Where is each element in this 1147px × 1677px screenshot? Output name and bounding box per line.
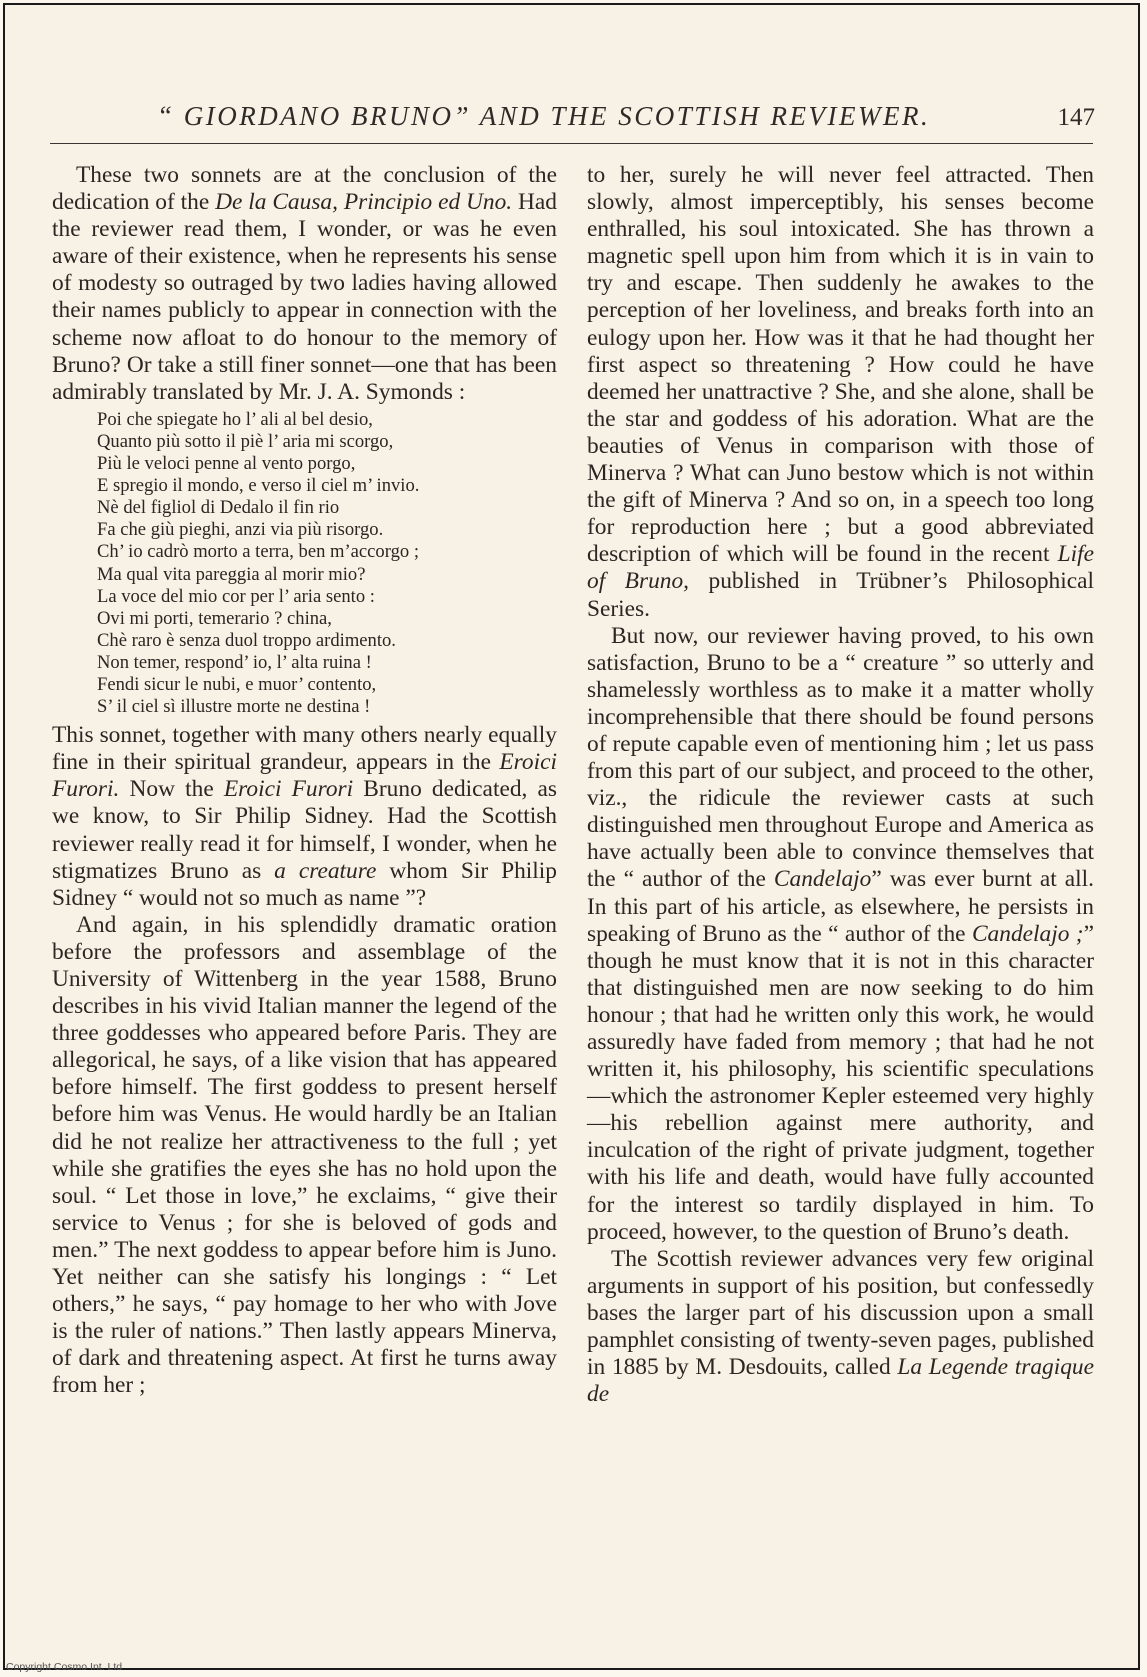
page-number: 147 bbox=[1057, 104, 1095, 131]
sonnet-block bbox=[97, 409, 557, 718]
text-run: But now, our reviewer having proved, to his own satisfaction, Bruno to be a “ creature ” so utterly and shamelessly worthless as to make it a matter wholly incomprehensible that there should be found persons of repute capable even of mentioning him ; let us pass from this part of our subject, and proceed to the other, viz., the ridicule the reviewer casts at such distinguished men throughout Europe and America as have actually been able to convince themselves that the “ author of the bbox=[587, 622, 1094, 893]
running-head: “ GIORDANO BRUNO” AND THE SCOTTISH REVIEWER. bbox=[157, 101, 931, 131]
paragraph-desdouits-pamphlet bbox=[587, 1246, 1094, 1409]
text-run: These two sonnets are at the conclusion of the dedication of the bbox=[52, 162, 557, 216]
sonnet-line: S’ il ciel sì illustre morte ne destina ! bbox=[97, 696, 371, 718]
header-rule bbox=[50, 143, 1093, 144]
text-run: whom Sir Philip Sidney “ would not so much as name ”? bbox=[52, 857, 557, 911]
sonnet-line: Fa che giù pieghi, anzi via più risorgo. bbox=[97, 519, 384, 541]
paragraph-wittenberg-oration: And again, in his splendidly dramatic oration before the professors and assemblage of the University of Wittenberg in the year 1588, Bruno describes in his vivid Italian manner the legend of the three goddesses who appeared before Paris. They are allegorical, he says, of a like vision that has appeared before himself. The first goddess to present herself before him was Venus. He would hardly be an Italian did he not realize her attractiveness to the full ; yet while she gratifies the eyes she has no hold upon the soul. “ Let those in love,” he exclaims, “ give their service to Venus ; for she is beloved of gods and men.” The next goddess to appear before him is Juno. Yet neither can she satisfy his longings : “ Let others,” he says, “ pay homage to her who with Jove is the ruler of nations.” Then lastly appears Minerva, of dark and threatening aspect. At first he turns away from her ; bbox=[52, 911, 557, 1399]
sonnet-line: Ch’ io cadrò morto a terra, ben m’accorgo ; bbox=[97, 541, 419, 563]
sonnet-line: Nè del figliol di Dedalo il fin rio bbox=[97, 497, 340, 519]
sonnet-line: E spregio il mondo, e verso il ciel m’ invio. bbox=[97, 475, 420, 497]
italic-title: De la Causa, Principio ed Uno. bbox=[215, 189, 513, 216]
sonnet-line: Poi che spiegate ho l’ ali al bel desio, bbox=[97, 408, 373, 430]
page-frame bbox=[3, 3, 1140, 1670]
paragraph-eroici-furori bbox=[52, 722, 557, 912]
text-run: published in Trübner’s Philosophical Series. bbox=[587, 568, 1095, 622]
italic-title: Candelajo bbox=[773, 866, 872, 893]
text-run: Had the reviewer read them, I wonder, or was he even aware of their existence, when he represents his sense of modesty so outraged by two ladies having allowed their names publicly to appear in connection with the scheme now afloat to do honour to the memory of Bruno? Or take a still finer sonnet—one that has been admirably translated by Mr. J. A. Symonds : bbox=[52, 189, 557, 405]
paragraph-reviewer-ridicule bbox=[587, 623, 1094, 1246]
text-run: This sonnet, together with many others nearly equally fine in their spiritual grandeur, appears in the bbox=[52, 722, 557, 776]
italic-title: Candelajo ; bbox=[971, 920, 1084, 947]
paragraph-dedication bbox=[52, 162, 557, 406]
italic-title: Life of Bruno, bbox=[587, 541, 1094, 595]
text-run: to her, surely he will never feel attracted. Then slowly, almost imperceptibly, his senses become enthralled, his soul intoxicated. She has thrown a magnetic spell upon him from which it is in vain to try and escape. Then suddenly he awakes to the perception of her loveliness, and breaks forth into an eulogy upon her. How was it that he had thought her first aspect so threatening ? How could he have deemed her unattractive ? She, and she alone, shall be the star and goddess of his adoration. What are the beauties of Venus in comparison with those of Minerva ? What can Juno bestow which is not within the gift of Minerva ? And so on, in a speech too long for reproduction here ; but a good abbreviated description of which will be found in the recent bbox=[587, 162, 1094, 568]
italic-phrase: a creature bbox=[274, 857, 377, 884]
italic-title: Eroici Furori bbox=[223, 776, 354, 803]
sonnet-line: Fendi sicur le nubi, e muor’ contento, bbox=[97, 673, 377, 695]
sonnet-line: La voce del mio cor per l’ aria sento : bbox=[97, 585, 375, 607]
text-run: The Scottish reviewer advances very few original arguments in support of his position, but confessedly bases the larger part of his discussion upon a small pamphlet consisting of twenty-seven pages, published in 1885 by M. Desdouits, called bbox=[587, 1245, 1094, 1381]
sonnet-line: Non temer, respond’ io, l’ alta ruina ! bbox=[97, 651, 372, 673]
italic-title: Eroici Furori. bbox=[52, 749, 557, 803]
copyright-notice: Copyright Cosmo Int. Ltd bbox=[6, 1661, 123, 1673]
sonnet-line: Ovi mi porti, temerario ? china, bbox=[97, 607, 332, 629]
sonnet-line: Quanto più sotto il piè l’ aria mi scorgo, bbox=[97, 430, 394, 452]
sonnet-line: Chè raro è senza duol troppo ardimento. bbox=[97, 629, 396, 651]
sonnet-line: Più le veloci penne al vento porgo, bbox=[97, 453, 356, 475]
text-run: Now the bbox=[119, 776, 224, 803]
right-column bbox=[587, 162, 1094, 1408]
sonnet-line: Ma qual vita pareggia al morir mio? bbox=[97, 563, 366, 585]
text-run: ” though he must know that it is not in this character that distinguished men are now seeking to do him honour ; that had he written only this work, he would assuredly have faded from memory ; that had he not written it, his philosophy, his scientific speculations—which the astronomer Kepler esteemed very highly—his rebellion against mere authority, and inculcation of the right of private judgment, together with his life and death, would have fully accounted for the interest so tardily displayed in him. To proceed, however, to the question of Bruno’s death. bbox=[587, 920, 1094, 1245]
italic-title: La Legende tragique de bbox=[587, 1354, 1094, 1408]
left-column bbox=[52, 162, 557, 1400]
paragraph-minerva bbox=[587, 162, 1094, 623]
text-run: Bruno dedicated, as we know, to Sir Philip Sidney. Had the Scottish reviewer really read it for himself, I wonder, when he stigmatizes Bruno as bbox=[52, 776, 557, 884]
page-header bbox=[45, 101, 1098, 141]
text-run: ” was ever burnt at all. In this part of his article, as elsewhere, he persists in speaking of Bruno as the “ author of the bbox=[587, 866, 1094, 947]
